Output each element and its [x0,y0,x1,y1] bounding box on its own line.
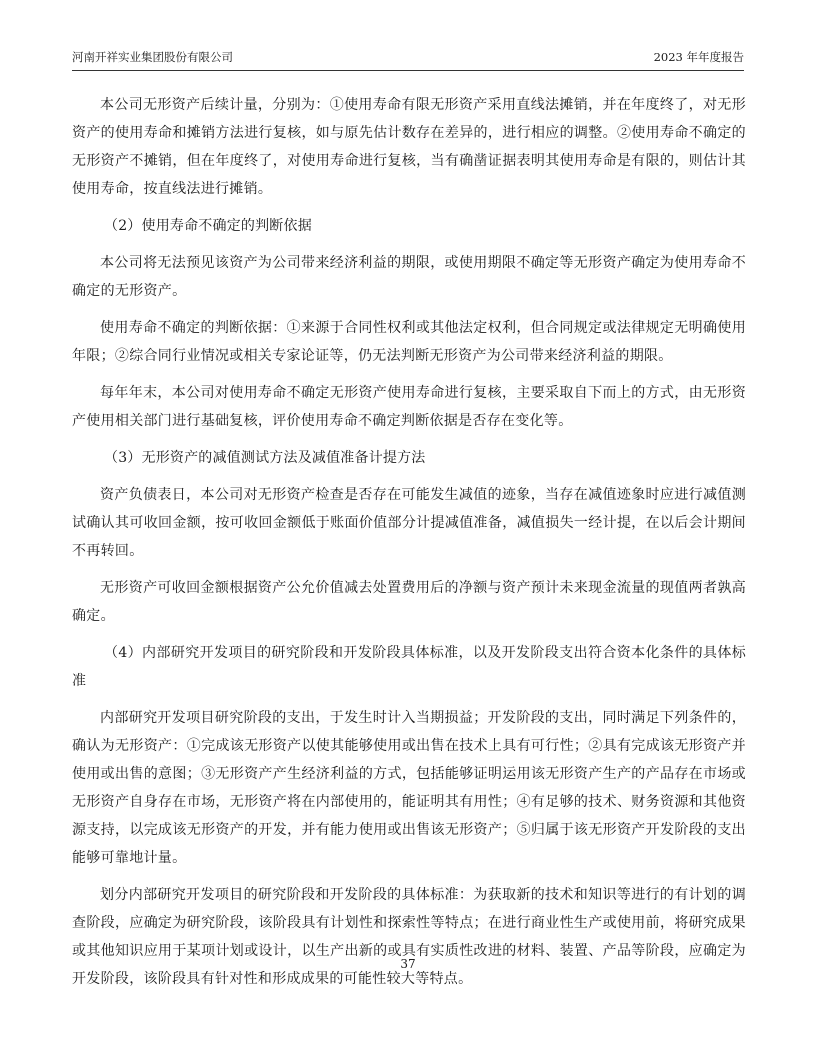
report-title: 2023 年年度报告 [653,50,744,64]
paragraph: 内部研究开发项目研究阶段的支出，于发生时计入当期损益；开发阶段的支出，同时满足下列条件的，确认为无形资产：①完成该无形资产以使其能够使用或出售在技术上具有可行性；②具有完成该无形资产并使用或出售的意图；③无形资产产生经济利益的方式，包括能够证明运用该无形资产生产的产品存在市场或无形资产自身存在市场，无形资产将在内部使用的，能证明其有用性；④有足够的技术、财务资源和其他资源支持，以完成该无形资产的开发，并有能力使用或出售该无形资产；⑤归属于该无形资产开发阶段的支出能够可靠地计量。 [72,710,746,866]
section-heading: （3）无形资产的减值测试方法及减值准备计提方法 [104,450,426,466]
paragraph: 资产负债表日，本公司对无形资产检查是否存在可能发生减值的迹象，当存在减值迹象时应进行减值测试确认其可收回金额，按可收回金额低于账面价值部分计提减值准备，减值损失一经计提，在以后会计期间不再转回。 [72,487,746,559]
paragraph: 划分内部研究开发项目的研究阶段和开发阶段的具体标准：为获取新的技术和知识等进行的有计划的调查阶段，应确定为研究阶段，该阶段具有计划性和探索性等特点；在进行商业性生产或使用前，将研究成果或其他知识应用于某项计划或设计，以生产出新的或具有实质性改进的材料、装置、产品等阶段，应确定为开发阶段，该阶段具有针对性和形成成果的可能性较大等特点。 [72,887,746,987]
paragraph: 本公司将无法预见该资产为公司带来经济利益的期限，或使用期限不确定等无形资产确定为使用寿命不确定的无形资产。 [72,255,746,299]
section-heading: （2）使用寿命不确定的判断依据 [104,218,312,234]
section-heading: （4）内部研究开发项目的研究阶段和开发阶段具体标准，以及开发阶段支出符合资本化条件的具体标准 [72,645,746,689]
paragraph: 无形资产可收回金额根据资产公允价值减去处置费用后的净额与资产预计未来现金流量的现值两者孰高确定。 [72,580,746,624]
page-number: 37 [400,957,416,971]
paragraph: 使用寿命不确定的判断依据：①来源于合同性权利或其他法定权利，但合同规定或法律规定无明确使用年限；②综合同行业情况或相关专家论证等，仍无法判断无形资产为公司带来经济利益的期限。 [72,320,746,364]
document-body [72,91,746,1002]
paragraph: 本公司无形资产后续计量，分别为：①使用寿命有限无形资产采用直线法摊销，并在年度终了，对无形资产的使用寿命和摊销方法进行复核，如与原先估计数存在差异的，进行相应的调整。②使用寿命不确定的无形资产不摊销，但在年度终了，对使用寿命进行复核，当有确凿证据表明其使用寿命是有限的，则估计其使用寿命，按直线法进行摊销。 [72,97,746,197]
page-header [72,48,744,71]
paragraph: 每年年末，本公司对使用寿命不确定无形资产使用寿命进行复核，主要采取自下而上的方式，由无形资产使用相关部门进行基础复核，评价使用寿命不确定判断依据是否存在变化等。 [72,385,746,429]
company-name: 河南开祥实业集团股份有限公司 [72,50,233,64]
